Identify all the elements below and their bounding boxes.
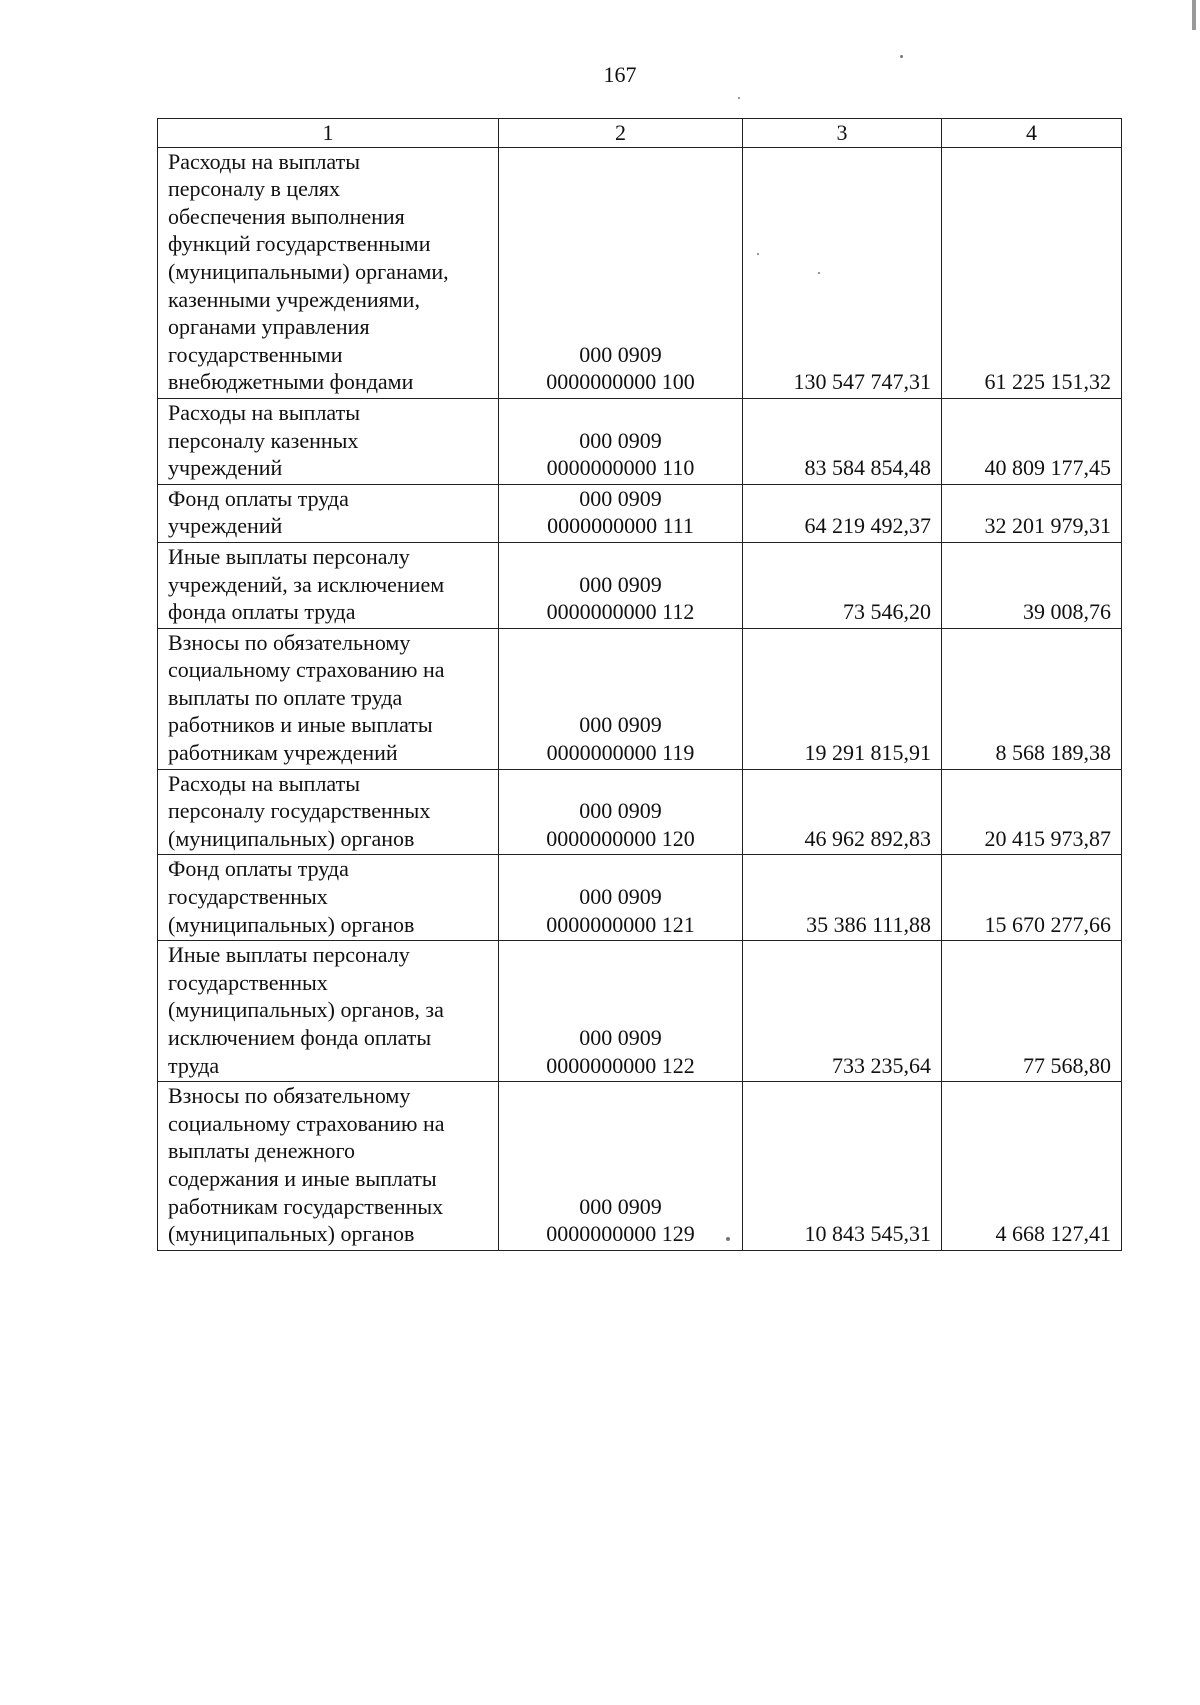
row-name-line: социальному страхованию на [168, 1110, 445, 1136]
table-row [158, 628, 1122, 769]
row-value-col4: 77 568,80 [942, 941, 1122, 1082]
row-value-col4: 61 225 151,32 [942, 147, 1122, 398]
row-code-cell [499, 542, 743, 628]
row-value-col3: 19 291 815,91 [743, 628, 942, 769]
row-name-cell [158, 147, 499, 398]
row-code-line: 000 0909 [579, 485, 662, 511]
row-code-cell [499, 398, 743, 484]
row-name-line: Расходы на выплаты [168, 148, 361, 174]
row-name-line: (муниципальных) органов [168, 1221, 415, 1247]
row-name-cell [158, 484, 499, 542]
row-code-line: 0000000000 110 [546, 455, 695, 481]
row-code-cell [499, 484, 743, 542]
table-row [158, 484, 1122, 542]
row-value-col3: 130 547 747,31 [743, 147, 942, 398]
row-name-line: функций государственными [168, 231, 431, 257]
row-name-line: казенными учреждениями, [168, 286, 420, 312]
row-value-col3: 10 843 545,31 [743, 1082, 942, 1251]
row-name-line: работникам учреждений [168, 740, 398, 766]
table-row [158, 941, 1122, 1082]
row-name-line: Расходы на выплаты [168, 399, 361, 425]
row-name-line: учреждений [168, 513, 283, 539]
row-name-line: работников и иные выплаты [168, 712, 433, 738]
row-code-line: 000 0909 [579, 571, 662, 597]
row-name-line: обеспечения выполнения [168, 203, 405, 229]
row-value-col3: 64 219 492,37 [743, 484, 942, 542]
row-code-line: 000 0909 [579, 1025, 662, 1050]
table-row [158, 147, 1122, 398]
scan-speck [818, 272, 820, 274]
row-name-line: Взносы по обязательному [168, 1083, 411, 1109]
row-code-line: 0000000000 122 [546, 1052, 695, 1078]
column-header-2: 2 [499, 119, 743, 148]
row-name-cell [158, 855, 499, 941]
row-code-line: 000 0909 [579, 712, 662, 738]
row-code-line: 000 0909 [579, 884, 662, 910]
row-name-cell [158, 769, 499, 855]
row-code-line: 0000000000 112 [546, 599, 695, 625]
row-name-line: Фонд оплаты труда [168, 856, 349, 882]
table-row [158, 769, 1122, 855]
row-code-cell [499, 941, 743, 1082]
row-code-cell [499, 855, 743, 941]
row-name-line: государственных [168, 884, 328, 910]
row-value-col3: 83 584 854,48 [743, 398, 942, 484]
table-row [158, 398, 1122, 484]
row-name-line: Фонд оплаты труда [168, 485, 349, 511]
row-name-line: Иные выплаты персоналу [168, 543, 410, 569]
row-name-line: Иные выплаты персоналу [168, 942, 410, 968]
scan-speck [1192, 0, 1196, 30]
row-name-line: исключением фонда оплаты [168, 1025, 432, 1050]
table-row [158, 542, 1122, 628]
row-name-line: персоналу государственных [168, 798, 431, 824]
row-name-cell [158, 1082, 499, 1251]
row-name-line: органами управления [168, 314, 370, 340]
row-name-line: фонда оплаты труда [168, 599, 356, 625]
row-code-line: 0000000000 121 [546, 911, 695, 937]
row-name-line: (муниципальными) органами, [168, 258, 449, 284]
row-name-line: учреждений [168, 455, 283, 481]
table-row [158, 1082, 1122, 1251]
row-value-col4: 20 415 973,87 [942, 769, 1122, 855]
row-code-cell [499, 147, 743, 398]
row-code-line: 000 0909 [579, 798, 662, 824]
row-name-cell [158, 542, 499, 628]
row-code-cell [499, 1082, 743, 1251]
row-name-line: государственных [168, 969, 328, 995]
row-name-cell [158, 941, 499, 1082]
row-value-col3: 733 235,64 [743, 941, 942, 1082]
row-code-cell [499, 628, 743, 769]
row-name-line: государственными [168, 341, 343, 367]
row-name-line: Расходы на выплаты [168, 770, 361, 796]
scan-speck [900, 55, 903, 58]
scan-speck [738, 97, 740, 99]
row-name-line: работникам государственных [168, 1193, 444, 1219]
budget-table [157, 118, 1122, 1251]
row-value-col4: 39 008,76 [942, 542, 1122, 628]
row-code-line: 0000000000 100 [546, 369, 695, 395]
row-name-line: (муниципальных) органов, за [168, 997, 444, 1023]
column-header-1: 1 [158, 119, 499, 148]
row-value-col3: 46 962 892,83 [743, 769, 942, 855]
scan-speck [757, 253, 759, 255]
row-value-col4: 8 568 189,38 [942, 628, 1122, 769]
row-name-line: труда [168, 1052, 220, 1078]
row-name-line: выплаты по оплате труда [168, 684, 403, 710]
row-value-col4: 4 668 127,41 [942, 1082, 1122, 1251]
row-name-line: (муниципальных) органов [168, 825, 415, 851]
row-code-line: 0000000000 119 [546, 740, 695, 766]
row-name-line: учреждений, за исключением [168, 571, 445, 597]
column-header-3: 3 [743, 119, 942, 148]
scan-speck [726, 1237, 730, 1241]
row-code-line: 0000000000 129 [546, 1221, 695, 1247]
row-code-line: 000 0909 [579, 1193, 662, 1219]
row-name-line: социальному страхованию на [168, 657, 445, 683]
row-name-line: персоналу в целях [168, 176, 341, 202]
row-code-line: 0000000000 120 [546, 825, 695, 851]
header-row [158, 119, 1122, 148]
row-name-line: персоналу казенных [168, 427, 359, 453]
row-value-col3: 73 546,20 [743, 542, 942, 628]
row-value-col3: 35 386 111,88 [743, 855, 942, 941]
row-name-cell [158, 628, 499, 769]
table-row [158, 855, 1122, 941]
row-value-col4: 40 809 177,45 [942, 398, 1122, 484]
row-code-line: 000 0909 [579, 427, 662, 453]
page-number: 167 [603, 62, 637, 87]
row-code-line: 000 0909 [579, 341, 662, 367]
row-value-col4: 32 201 979,31 [942, 484, 1122, 542]
row-name-line: внебюджетными фондами [168, 369, 414, 395]
row-value-col4: 15 670 277,66 [942, 855, 1122, 941]
row-name-line: Взносы по обязательному [168, 629, 411, 655]
row-code-cell [499, 769, 743, 855]
row-code-line: 0000000000 111 [547, 513, 694, 539]
row-name-cell [158, 398, 499, 484]
row-name-line: содержания и иные выплаты [168, 1165, 437, 1191]
row-name-line: выплаты денежного [168, 1138, 355, 1164]
column-header-4: 4 [942, 119, 1122, 148]
row-name-line: (муниципальных) органов [168, 911, 415, 937]
